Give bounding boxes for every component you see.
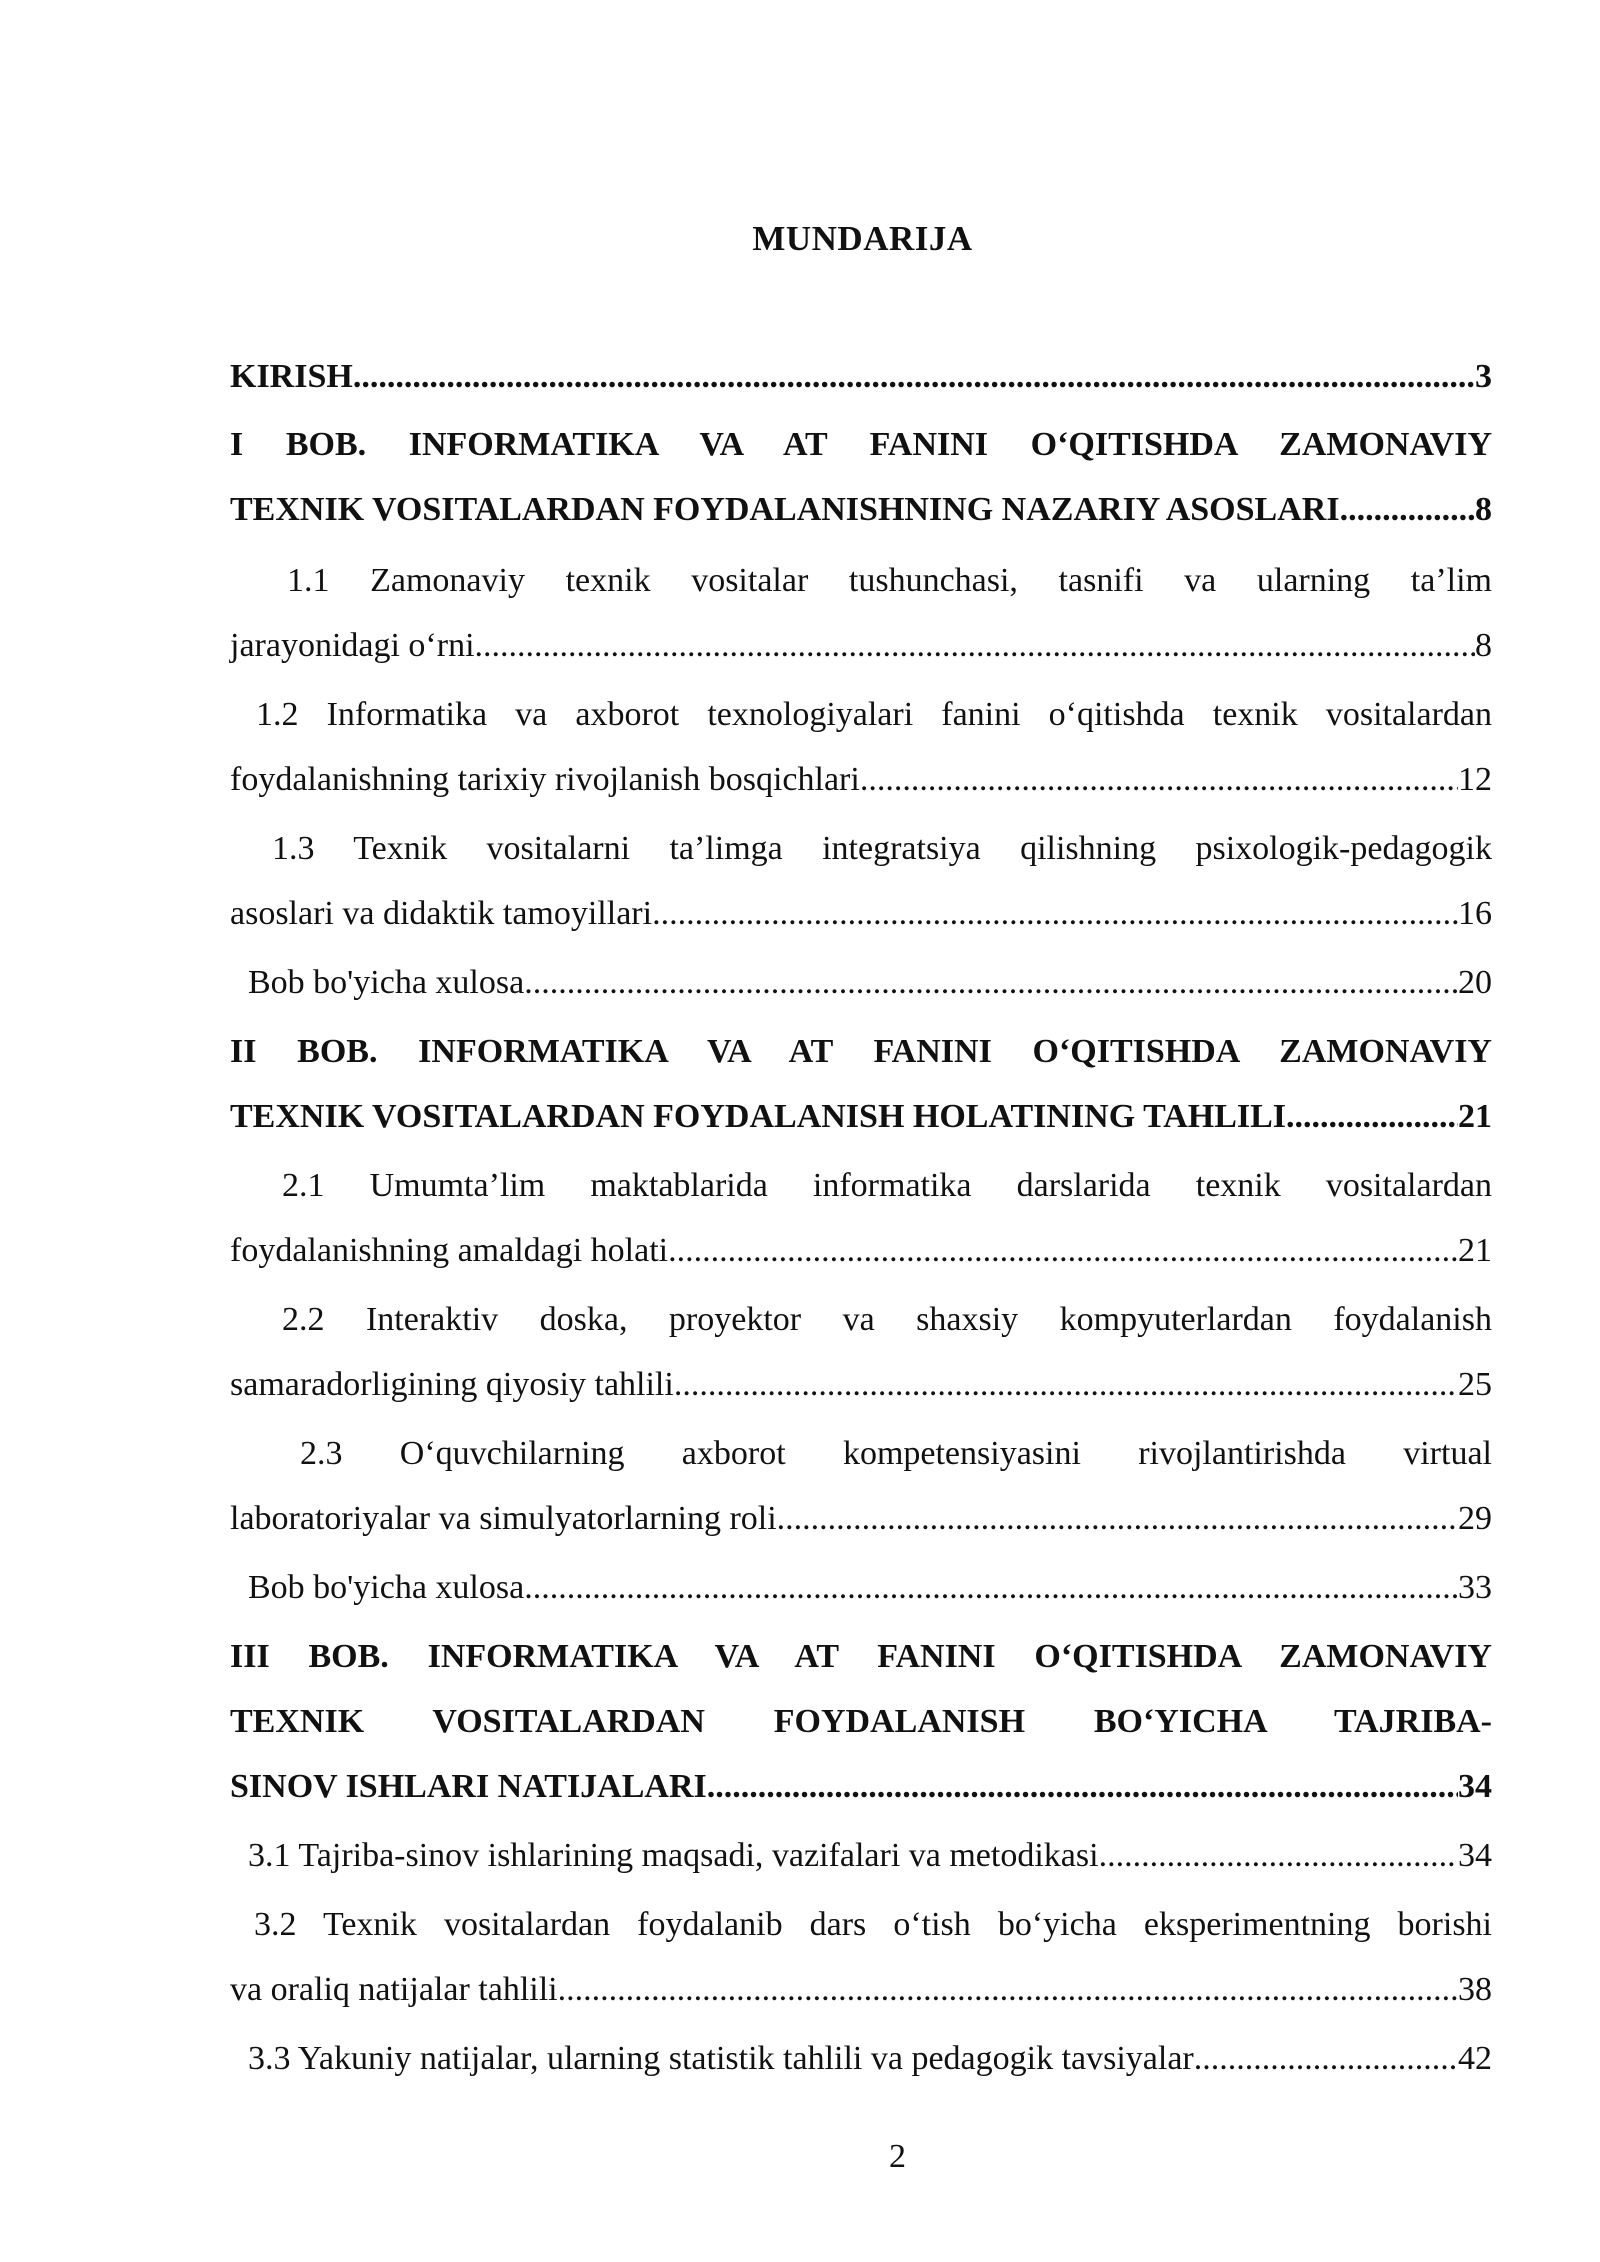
toc-section-1-1-line1[interactable] [230, 556, 1492, 606]
toc-chapter-title: I BOB. INFORMATIKA VA AT FANINI O‘QITISHDA ZAMONAVIY [230, 426, 1492, 463]
toc-section-title: 2.3 O‘quvchilarning axborot kompetensiyasini rivojlantirishda virtual [300, 1435, 1492, 1472]
toc-chapter-1-line2[interactable] [230, 485, 1492, 535]
toc-chapter-2-line2[interactable] [230, 1092, 1492, 1142]
toc-section-title: 1.1 Zamonaviy texnik vositalar tushunchasi, tasnifi va ularning ta’lim [287, 562, 1492, 599]
toc-leader-dots [707, 1762, 1458, 1812]
toc-section-title: 3.3 Yakuniy natijalar, ularning statistik tahlili va pedagogik tavsiyalar [248, 2040, 1194, 2077]
toc-chapter-title: III BOB. INFORMATIKA VA AT FANINI O‘QITISHDA ZAMONAVIY [230, 1638, 1492, 1675]
toc-page-number: 33 [1458, 1569, 1492, 1606]
toc-section-title: Bob bo'yicha xulosa [248, 1569, 525, 1606]
toc-leader-dots [674, 1360, 1458, 1410]
toc-section-2-3-line1[interactable] [230, 1429, 1492, 1479]
toc-leader-dots [1340, 485, 1475, 535]
toc-section-title: jarayonidagi o‘rni [230, 627, 475, 664]
toc-page-number: 8 [1475, 491, 1492, 528]
toc-leader-dots [1194, 2034, 1458, 2084]
toc-leader-dots [353, 352, 1475, 402]
toc-leader-dots [475, 621, 1475, 671]
toc-leader-dots [668, 1226, 1458, 1276]
toc-leader-dots [1286, 1092, 1458, 1142]
toc-page-number: 42 [1458, 2040, 1492, 2077]
toc-chapter-title: TEXNIK VOSITALARDAN FOYDALANISH BO‘YICHA TAJRIBA- [230, 1703, 1492, 1740]
toc-section-1-3-line2[interactable] [230, 889, 1492, 939]
toc-section-1-2-line2[interactable] [230, 755, 1492, 805]
toc-page-number: 34 [1458, 1837, 1492, 1874]
toc-page-number: 34 [1458, 1768, 1492, 1805]
toc-section-2-2-line2[interactable] [230, 1360, 1492, 1410]
toc-section-title: 1.3 Texnik vositalarni ta’limga integratsiya qilishning psixologik-pedagogik [272, 830, 1492, 867]
toc-section-title: samaradorligining qiyosiy tahlili [230, 1366, 674, 1403]
toc-section-title: 2.1 Umumta’lim maktablarida informatika darslarida texnik vositalardan [282, 1167, 1492, 1204]
toc-chapter-title: TEXNIK VOSITALARDAN FOYDALANISHNING NAZARIY ASOSLARI [230, 491, 1340, 528]
toc-page-number: 25 [1458, 1366, 1492, 1403]
toc-section-2-3-line2[interactable] [230, 1494, 1492, 1544]
toc-chapter-2-line1[interactable] [230, 1027, 1492, 1077]
toc-section-title: foydalanishning tarixiy rivojlanish bosqichlari [230, 761, 860, 798]
toc-page-number: 12 [1458, 761, 1492, 798]
toc-page-number: 20 [1458, 964, 1492, 1001]
toc-conclusion-2[interactable] [230, 1563, 1492, 1613]
toc-section-title: foydalanishning amaldagi holati [230, 1232, 669, 1269]
toc-section-title: 3.2 Texnik vositalardan foydalanib dars o‘tish bo‘yicha eksperimentning borishi [254, 1906, 1492, 1943]
toc-chapter-title: II BOB. INFORMATIKA VA AT FANINI O‘QITISHDA ZAMONAVIY [230, 1033, 1492, 1070]
toc-leader-dots [558, 1965, 1458, 2015]
toc-conclusion-1[interactable] [230, 958, 1492, 1008]
toc-section-3-1[interactable] [230, 1831, 1492, 1881]
toc-page-number: 3 [1475, 358, 1492, 395]
toc-section-title: asoslari va didaktik tamoyillari [230, 895, 653, 932]
toc-leader-dots [860, 755, 1458, 805]
toc-section-3-2-line1[interactable] [230, 1900, 1492, 1950]
toc-page-number: 16 [1458, 895, 1492, 932]
toc-page-number: 29 [1458, 1500, 1492, 1537]
toc-page-number: 38 [1458, 1971, 1492, 2008]
toc-entry-kirish[interactable] [230, 352, 1492, 402]
page-title: MUNDARIJA [752, 219, 973, 258]
toc-leader-dots [524, 958, 1458, 1008]
toc-chapter-1-line1[interactable] [230, 420, 1492, 470]
toc-section-title: 1.2 Informatika va axborot texnologiyalari fanini o‘qitishda texnik vositalardan [256, 696, 1492, 733]
toc-page-number: 21 [1458, 1232, 1492, 1269]
toc-section-2-1-line1[interactable] [230, 1161, 1492, 1211]
toc-section-1-1-line2[interactable] [230, 621, 1492, 671]
toc-chapter-3-line2[interactable] [230, 1697, 1492, 1747]
toc-section-title: Bob bo'yicha xulosa [248, 964, 525, 1001]
toc-chapter-title: SINOV ISHLARI NATIJALARI [230, 1768, 707, 1805]
toc-page-number: 8 [1475, 627, 1492, 664]
toc-chapter-title: TEXNIK VOSITALARDAN FOYDALANISH HOLATINING TAHLILI [230, 1098, 1287, 1135]
toc-section-2-1-line2[interactable] [230, 1226, 1492, 1276]
toc-section-title: 3.1 Tajriba-sinov ishlarining maqsadi, vazifalari va metodikasi [248, 1837, 1099, 1874]
toc-section-2-2-line1[interactable] [230, 1295, 1492, 1345]
toc-page-number: 21 [1458, 1098, 1492, 1135]
toc-section-title: 2.2 Interaktiv doska, proyektor va shaxsiy kompyuterlardan foydalanish [282, 1301, 1492, 1338]
page-number: 2 [889, 2138, 906, 2175]
toc-chapter-3-line1[interactable] [230, 1632, 1492, 1682]
toc-section-1-2-line1[interactable] [230, 690, 1492, 740]
toc-leader-dots [777, 1494, 1458, 1544]
toc-section-3-2-line2[interactable] [230, 1965, 1492, 2015]
toc-section-title: va oraliq natijalar tahlili [230, 1971, 558, 2008]
toc-leader-dots [524, 1563, 1458, 1613]
toc-leader-dots [1099, 1831, 1458, 1881]
toc-section-3-3[interactable] [230, 2034, 1492, 2084]
toc-section-1-3-line1[interactable] [230, 824, 1492, 874]
toc-chapter-3-line3[interactable] [230, 1762, 1492, 1812]
toc-section-title: laboratoriyalar va simulyatorlarning roli [230, 1500, 777, 1537]
toc-entry-text: KIRISH [230, 358, 353, 395]
toc-leader-dots [652, 889, 1458, 939]
